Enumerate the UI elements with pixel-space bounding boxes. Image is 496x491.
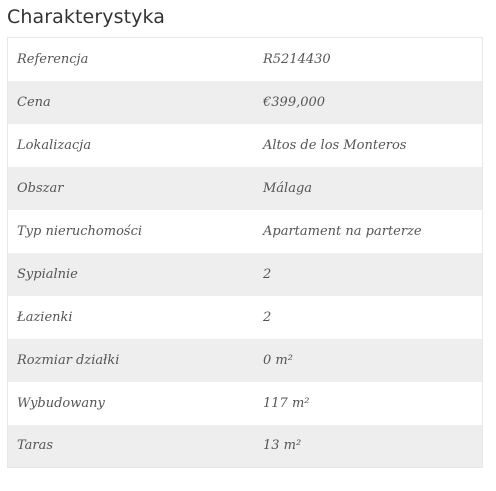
table-row-price xyxy=(8,81,483,124)
row-value: €399,000 xyxy=(255,81,483,124)
row-label: Referencja xyxy=(17,51,89,67)
row-label: Łazienki xyxy=(17,309,73,325)
row-value: Málaga xyxy=(255,167,483,210)
table-row-bedrooms xyxy=(8,253,483,296)
table-row-bathrooms xyxy=(8,296,483,339)
row-label: Cena xyxy=(8,81,256,124)
table-row-plot-size xyxy=(8,339,483,382)
row-value: Apartament na parterze xyxy=(263,223,422,239)
row-value: Altos de los Monteros xyxy=(263,137,407,153)
row-value: 13 m² xyxy=(255,425,483,468)
table-row-built xyxy=(8,382,483,425)
table-row-location xyxy=(8,124,483,167)
property-specs-table xyxy=(7,37,483,468)
table-row-terrace xyxy=(8,425,483,468)
row-value: 0 m² xyxy=(255,339,483,382)
table-row-area xyxy=(8,167,483,210)
row-label: Sypialnie xyxy=(8,253,256,296)
row-label: Rozmiar działki xyxy=(8,339,256,382)
row-label: Lokalizacja xyxy=(17,137,92,153)
section-title: Charakterystyka xyxy=(7,6,166,28)
row-label: Taras xyxy=(8,425,256,468)
row-value: 117 m² xyxy=(263,395,310,411)
table-row-reference xyxy=(8,38,483,81)
row-label: Typ nieruchomości xyxy=(17,223,143,239)
row-label: Obszar xyxy=(8,167,256,210)
row-label: Wybudowany xyxy=(17,395,105,411)
row-value: 2 xyxy=(255,253,483,296)
table-row-property-type xyxy=(8,210,483,253)
row-value: 2 xyxy=(263,309,272,325)
row-value: R5214430 xyxy=(263,51,331,67)
